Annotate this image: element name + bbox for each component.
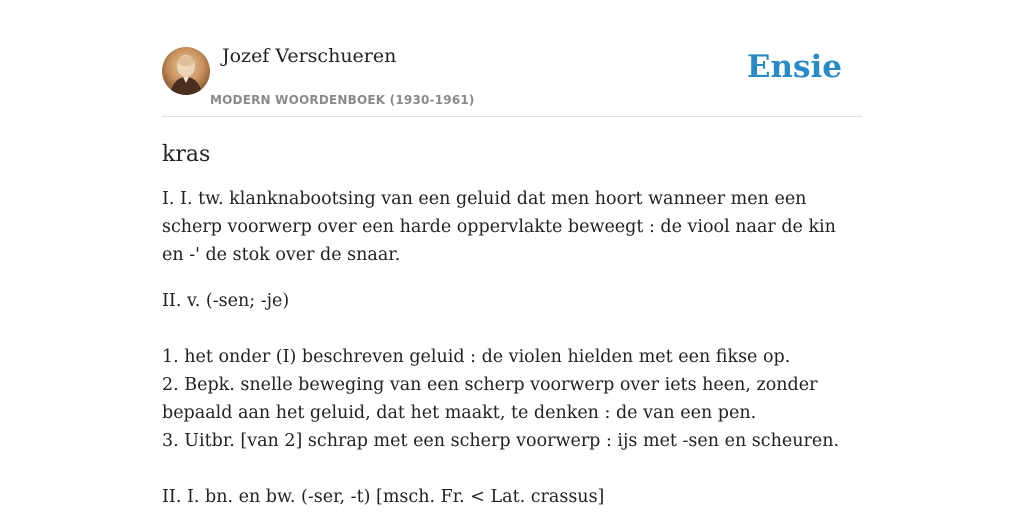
portrait-icon: [162, 47, 210, 95]
dictionary-source[interactable]: MODERN WOORDENBOEK (1930-1961): [210, 93, 475, 107]
author-avatar[interactable]: [162, 47, 210, 95]
entry-definition-1: I. I. tw. klanknabootsing van een geluid dat men hoort wanneer men een scherp voorwerp over een harde oppervlakte beweegt : de viool naar de kin en -' de stok over de snaar.: [162, 189, 836, 265]
entry-content: [162, 138, 862, 511]
definition-item: 3. Uitbr. [van 2] schrap met een scherp voorwerp : ijs met -sen en scheuren.: [162, 431, 840, 451]
author-name[interactable]: Jozef Verschueren: [222, 45, 397, 67]
spacer: [162, 315, 862, 343]
section-heading-3: II. I. bn. en bw. (-ser, -t) [msch. Fr. < Lat. crassus]: [162, 487, 605, 507]
entry-headword: kras: [162, 142, 211, 167]
section-heading-2: II. v. (-sen; -je): [162, 291, 290, 311]
spacer: [162, 455, 862, 483]
definition-item: 2. Bepk. snelle beweging van een scherp voorwerp over iets heen, zonder bepaald aan het geluid, dat het maakt, te denken : de van een pen.: [162, 375, 818, 423]
definition-item: 1. het onder (I) beschreven geluid : de violen hielden met een fikse op.: [162, 347, 791, 367]
ensie-logo[interactable]: Ensie: [746, 49, 842, 85]
header: [162, 0, 862, 117]
